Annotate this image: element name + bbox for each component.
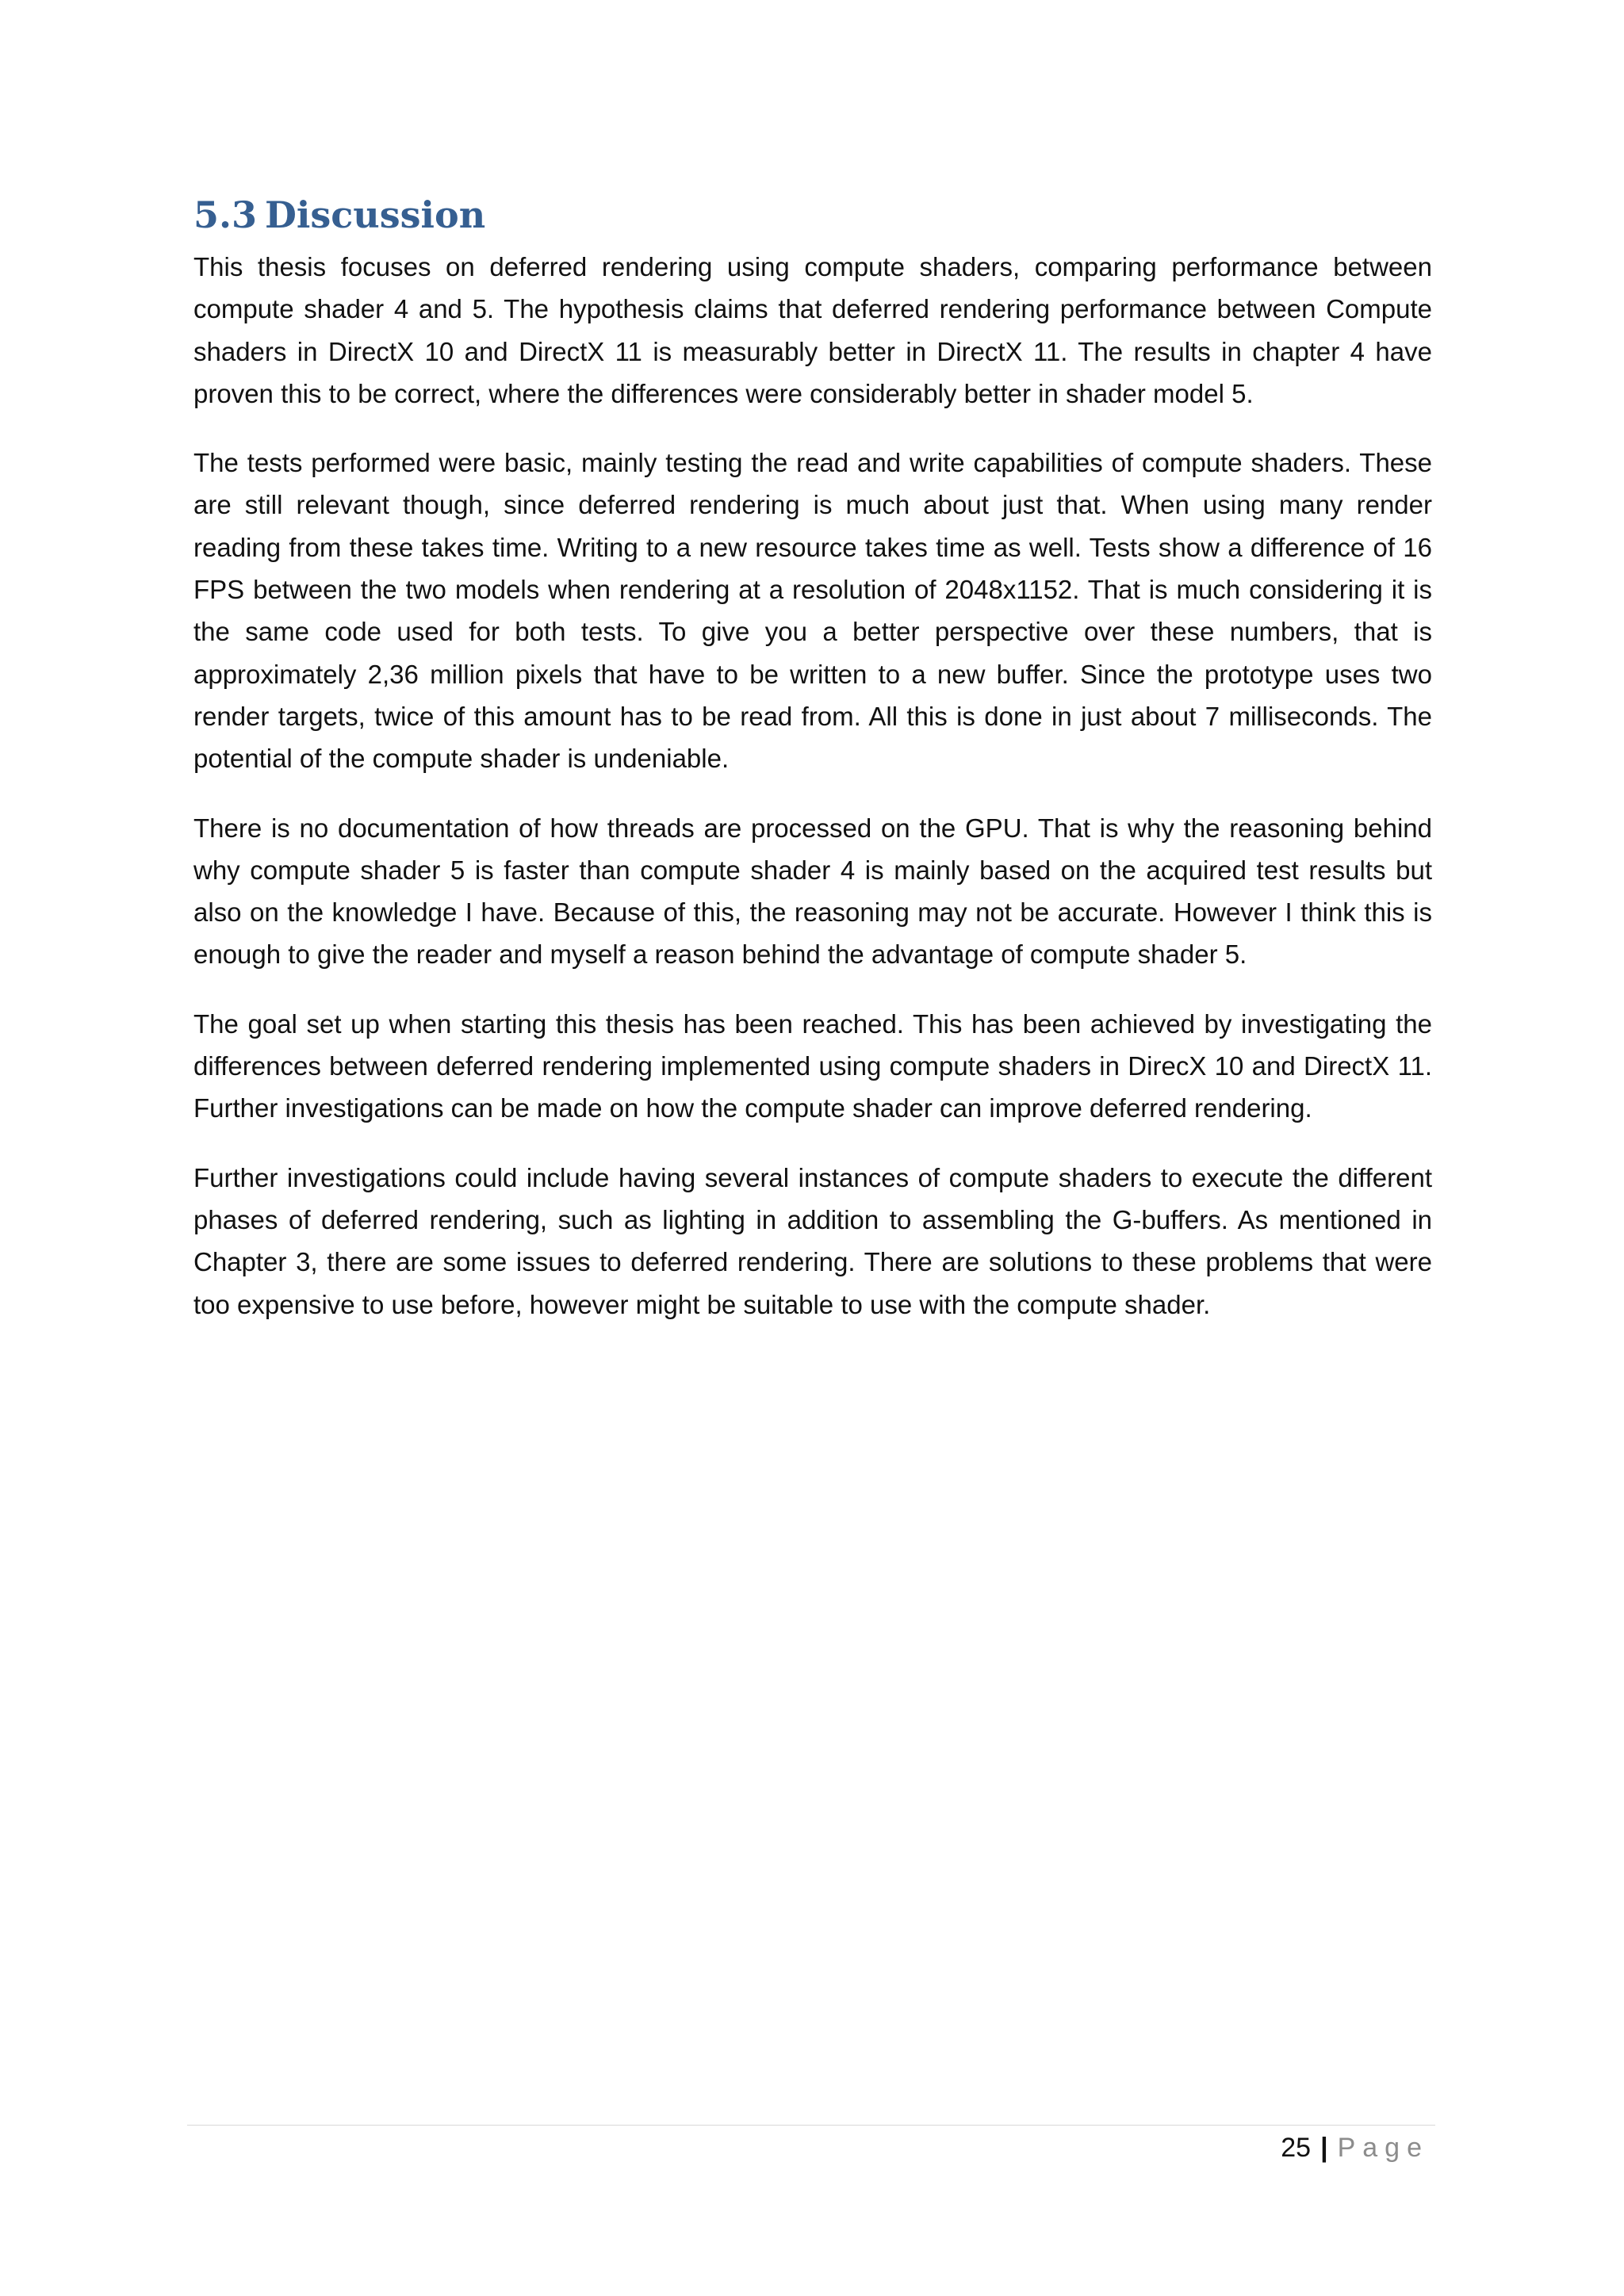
paragraph-tests-performed: The tests performed were basic, mainly testing the read and write capabilities of compute shaders. These are still relevant though, since deferred rendering is much about just that. When using many render reading from these takes time. Writing to a new resource takes time as well. Tests show a difference of 16 FPS between the two models when rendering at a resolution of 2048x1152. That is much considering it is the same code used for both tests. To give you a better perspective over these numbers, that is approximately 2,36 million pixels that have to be written to a new buffer. Since the prototype uses two render targets, twice of this amount has to be read from. All this is done in just about 7 milliseconds. The potential of the compute shader is undeniable. [193, 448, 1432, 774]
page-label: Page [1337, 2133, 1429, 2163]
footer-rule [187, 2125, 1435, 2126]
section-title: Discussion [265, 193, 486, 236]
paragraph-further-investigations: Further investigations could include having several instances of compute shaders to execute the different phases of deferred rendering, such as lighting in addition to assembling the G-buffers. As mentioned in Chapter 3, there are some issues to deferred rendering. There are solutions to these problems that were too expensive to use before, however might be suitable to use with the compute shader. [193, 1162, 1432, 1319]
paragraph-thesis-focus: This thesis focuses on deferred rendering using compute shaders, comparing performance between compute shader 4 and 5. The hypothesis claims that deferred rendering performance between Compute shaders in DirectX 10 and DirectX 11 is measurably better in DirectX 11. The results in chapter 4 have proven this to be correct, where the differences were considerably better in shader model 5. [193, 252, 1432, 408]
page-separator: | [1320, 2133, 1328, 2163]
section-number: 5.3 [193, 193, 258, 236]
paragraph-gpu-threads: There is no documentation of how threads are processed on the GPU. That is why the reasoning behind why compute shader 5 is faster than compute shader 4 is mainly based on the acquired test results but also on the knowledge I have. Because of this, the reasoning may not be accurate. However I think this is enough to give the reader and myself a reason behind the advantage of compute shader 5. [193, 813, 1432, 970]
section-heading [193, 187, 1432, 243]
paragraph-goal-reached: The goal set up when starting this thesis has been reached. This has been achieved by investigating the differences between deferred rendering implemented using compute shaders in DirecX 10 and DirectX 11. Further investigations can be made on how the compute shader can improve deferred rendering. [193, 1008, 1432, 1123]
page-content [193, 187, 1432, 1353]
page-number: 25 [1281, 2133, 1312, 2163]
page-footer [1281, 2130, 1429, 2166]
